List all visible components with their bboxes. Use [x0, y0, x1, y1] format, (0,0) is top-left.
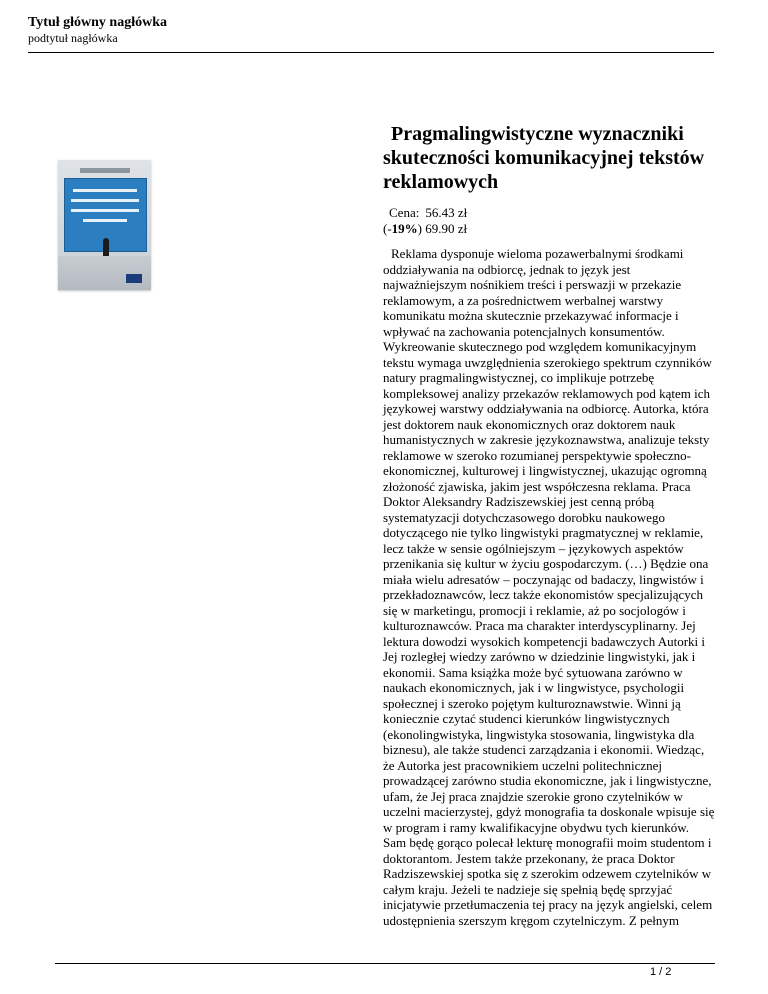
header-divider — [28, 52, 714, 53]
book-title-text: Pragmalingwistyczne wyznaczniki skuteczności komunikacyjnej tekstów reklamowych — [383, 123, 705, 193]
description-line: naukach ekonomicznych, jak i w lingwistyce, psychologii — [383, 680, 685, 695]
description-line: Wykreowanie skutecznego pod względem komunikacyjnym — [383, 339, 697, 354]
description-line: Reklama dysponuje wieloma pozawerbalnymi środkami — [391, 246, 684, 261]
page-header — [28, 14, 714, 46]
header-title: Tytuł główny nagłówka — [28, 15, 167, 30]
book-title — [383, 122, 723, 194]
discount-open: (- — [383, 221, 392, 236]
description-line: się w marketingu, promocji i reklamie, aż po socjologów i — [383, 602, 686, 618]
price-row — [383, 205, 713, 221]
description-line: Sam będę gorąco polecał lekturę monografii moim studentom i — [383, 835, 712, 850]
cover-author-strip — [80, 168, 130, 173]
description-line: udostępnienia szerszym kręgom czytelniczym. Z pełnym — [383, 912, 680, 928]
description-line: uczelni macierzystej, gdyż monografia ta doskonale wpisuje się — [383, 804, 715, 819]
header-subtitle: podtytuł nagłówka — [28, 31, 118, 45]
price-value: 56.43 zł — [425, 205, 468, 220]
description-line: miała wielu adresatów – poczynając od badaczy, lingwistów i — [383, 571, 704, 587]
description-line: reklamowe w szeroko rozumianej perspektywie społeczno- — [383, 447, 691, 463]
description-line: biznesu), ale także studenci zarządzania i ekonomii. Wiedząc, — [383, 742, 705, 757]
description-line: językowej warstwy oddziaływania na odbiorcę. Autorka, która — [383, 401, 709, 416]
description-line: ufam, że Jej praca znajdzie szerokie grono czytelników w — [383, 788, 683, 804]
discount-badge: 19% — [391, 221, 418, 236]
description-line: kulturoznawców. Praca ma charakter interdyscyplinarny. Jej — [383, 618, 696, 633]
description-line: ekonomii. Sama książka może być sytuowana zarówno w — [383, 664, 683, 680]
description-line: koniecznie czytać studenci kierunków lingwistycznych — [383, 711, 670, 726]
cover-person-figure — [103, 238, 109, 256]
description-line: lektura dowodzi wysokich kompetencji badawczych Autorki i — [383, 633, 706, 649]
cover-text-line — [73, 189, 137, 192]
description-line: tekstu wymaga uwzględnienia szerokiego spektrum czynników — [383, 354, 712, 370]
discount-row — [383, 221, 713, 237]
description-line: Doktor Aleksandry Radziszewskiej jest cenną próbą — [383, 494, 655, 509]
description-line: lecz także w sensie ogólniejszym – językowych aspektów — [383, 540, 684, 556]
description-line: komunikatu można skutecznie przekazywać informacje i — [383, 308, 679, 323]
description-line: systematyzacji dotychczasowego dorobku naukowego — [383, 509, 665, 525]
old-price: 69.90 zł — [425, 221, 468, 236]
price-block — [383, 205, 713, 237]
description-line: społecznej i szeroko pojętym kulturoznawstwie. Winni ją — [383, 695, 681, 711]
description-line: że Autorka jest pracownikiem uczelni politechnicznej — [383, 757, 663, 773]
description-line: reklamowym, a za pośrednictwem werbalnej warstwy — [383, 292, 664, 308]
description-line: Jej rozległej wiedzy zarówno w dziedzinie lingwistyki, jak i — [383, 649, 696, 664]
price-label: Cena: — [389, 205, 420, 220]
description-line: dotyczącego nie tylko lingwistyki pragmatycznej w reklamie, — [383, 525, 704, 540]
book-description — [383, 246, 715, 928]
description-line: Radziszewskiej spotka się z szerokim odzewem czytelników w — [383, 866, 712, 881]
description-line: oddziaływania na odbiorcę, jednak to język jest — [383, 261, 631, 277]
description-line: ekonomicznej, kulturowej i lingwistycznej, ukazując ogromną — [383, 463, 707, 478]
description-line: natury pragmalingwistycznej, co implikuje potrzebę — [383, 370, 655, 385]
description-line: wpływać na zachowania potencjalnych konsumentów. — [383, 323, 665, 339]
publisher-logo — [126, 274, 142, 283]
description-line: (ekonolingwistyka, lingwistyka stosowania, lingwistyka dla — [383, 726, 695, 742]
discount-close: ) — [417, 221, 423, 236]
cover-text-line — [83, 219, 127, 222]
description-line: prowadzącej zarówno studia ekonomiczne, jak i lingwistyczne, — [383, 773, 712, 788]
description-line: w program i ramy kwalifikacyjne obydwu tych kierunków. — [383, 819, 690, 835]
description-line: najważniejszym nośnikiem treści i perswazji w przekazie — [383, 277, 682, 292]
description-line: humanistycznych w zakresie językoznawstwa, analizuje teksty — [383, 432, 710, 447]
description-line: złożoność zjawiska, jakim jest współczesna reklama. Praca — [383, 478, 691, 494]
description-line: doktorantom. Jestem także przekonany, że praca Doktor — [383, 850, 675, 866]
description-line: kompleksowej analizy przekazów reklamowych pod kątem ich — [383, 385, 711, 401]
description-line: jest doktorem nauk ekonomicznych oraz doktorem nauk — [383, 416, 676, 432]
book-cover-image — [58, 160, 151, 290]
cover-floor — [58, 256, 151, 290]
cover-text-line — [71, 199, 139, 202]
cover-text-line — [71, 209, 139, 212]
footer-divider — [55, 963, 715, 964]
description-line: całym kraju. Jeżeli te nadzieje się spełnią będę sprzyjać — [383, 881, 673, 897]
description-line: przekładoznawców, lecz także ekonomistów specjalizujących — [383, 587, 704, 602]
description-line: przenikania się kultur w życiu gospodarczym. (…) Będzie ona — [383, 556, 709, 571]
page-number: 1 / 2 — [650, 966, 672, 978]
description-line: inicjatywie przetłumaczenia tej pracy na język angielski, celem — [383, 897, 713, 912]
